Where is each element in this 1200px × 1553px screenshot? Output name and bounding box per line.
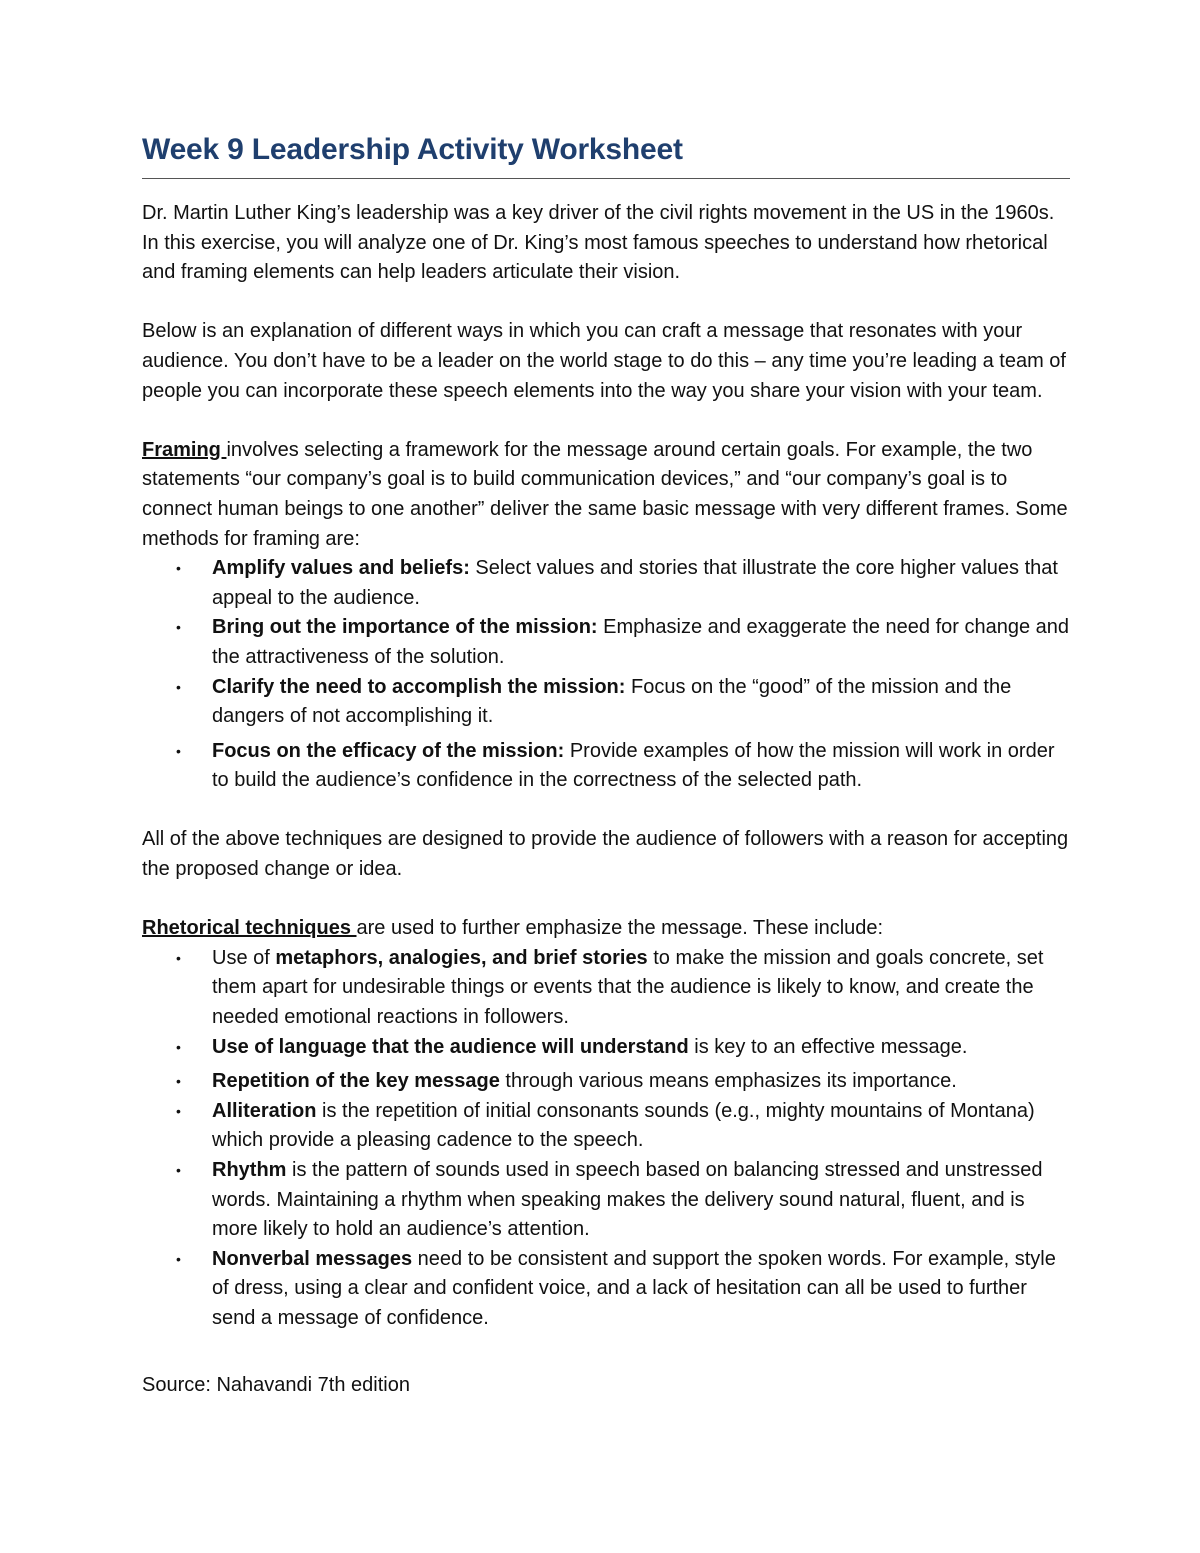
bullet-icon: • [176,1162,181,1178]
list-item [142,613,1070,672]
paragraph-spacer [142,288,1070,318]
list-item-term: Bring out the importance of the mission: [212,616,598,639]
title-divider [142,178,1070,179]
list-item-term: Repetition of the key message [212,1070,500,1093]
list-item-text: Emphasize and exaggerate the need for change and the attractiveness of the solution. [212,616,1070,668]
list-item-text: Select values and stories that illustrate the core higher values that appeal to the audience. [212,557,1058,609]
paragraph-spacer [142,885,1070,915]
explanation-paragraph: Below is an explanation of different ways in which you can craft a message that resonates with your audience. You don’t have to be a leader on the world stage to do this – any time you’re leading a team of people you can incorporate these speech elements into the way you share your vision with your team. [142,320,1066,402]
bullet-icon: • [176,1102,181,1119]
rhetorical-list [142,944,1070,1334]
intro-paragraph: Dr. Martin Luther King’s leadership was a key driver of the civil rights movement in the US in the 1960s. In this exercise, you will analyze one of Dr. King’s most famous speeches to understand how rhetorical and framing elements can help leaders articulate their vision. [142,202,1055,284]
bullet-icon: • [176,619,181,636]
bullet-icon: • [176,1073,181,1090]
list-item [142,1156,1070,1245]
list-item-term: Clarify the need to accomplish the mission: [212,675,626,698]
list-item [142,1097,1070,1156]
bullet-icon: • [176,1250,181,1267]
list-item [142,944,1070,1033]
paragraph-spacer [142,1363,1070,1371]
list-item-term: Alliteration [212,1099,317,1122]
list-item-term: Use of language that the audience will understand [212,1035,689,1058]
bullet-icon: • [176,1038,181,1055]
framing-list [142,554,1070,796]
list-item-term: Nonverbal messages [212,1247,413,1270]
rhetorical-paragraph [142,914,1070,944]
list-item [142,737,1070,796]
paragraph-spacer [142,406,1070,436]
source-citation: Source: Nahavandi 7th edition [142,1374,410,1397]
framing-paragraph [142,436,1070,554]
list-item [142,1033,1070,1063]
list-item-term: Focus on the efficacy of the mission: [212,739,565,762]
list-item-term: metaphors, analogies, and brief stories [275,946,648,969]
document-page [142,128,1070,1401]
list-item [142,554,1070,613]
list-item-text: need to be consistent and support the spoken words. For example, style of dress, using a clear and confident voice, and a lack of hesitation can all be used to further send a message of confidence. [212,1247,1056,1329]
list-item-text: is the pattern of sounds used in speech based on balancing stressed and unstressed words. Maintaining a rhythm when speaking makes the delivery sound natural, fluent, and is more likely to hold an audience’s attention. [212,1159,1043,1241]
list-item-text: through various means emphasizes its importance. [499,1070,957,1093]
rhetorical-text: are used to further emphasize the message. These include: [356,917,884,940]
framing-text: involves selecting a framework for the message around certain goals. For example, the two statements “our company’s goal is to build communication devices,” and “our company’s goal is to connect human beings to one another” deliver the same basic message with very different frames. Some methods for framing are: [142,438,1068,550]
list-item-text: Focus on the “good” of the mission and the dangers of not accomplishing it. [212,675,1012,728]
bullet-icon: • [176,560,181,577]
list-item [142,673,1070,732]
paragraph-spacer [142,796,1070,826]
list-item-text: to make the mission and goals concrete, set them apart for undesirable things or events that the audience is likely to know, and create the needed emotional reactions in followers. [212,946,1044,1029]
summary-paragraph: All of the above techniques are designed to provide the audience of followers with a reason for accepting the proposed change or idea. [142,828,1069,881]
list-item [142,1067,1070,1097]
list-item-prefix: Use of [212,946,276,969]
bullet-icon: • [176,949,181,966]
paragraph-spacer [142,1334,1070,1364]
framing-term: Framing [142,438,227,461]
bullet-icon: • [176,742,181,759]
list-item-term: Rhythm [212,1159,287,1181]
bullet-icon: • [176,678,181,695]
rhetorical-term: Rhetorical techniques [142,917,357,940]
list-item [142,1245,1070,1334]
list-item-text: Provide examples of how the mission will work in order to build the audience’s confidence in the correctness of the selected path. [212,739,1055,792]
list-item-text: is key to an effective message. [688,1035,968,1058]
document-title: Week 9 Leadership Activity Worksheet [142,133,683,166]
list-item-text: is the repetition of initial consonants sounds (e.g., mighty mountains of Montana) which provide a pleasing cadence to the speech. [212,1099,1035,1152]
list-item-term: Amplify values and beliefs: [212,557,470,580]
